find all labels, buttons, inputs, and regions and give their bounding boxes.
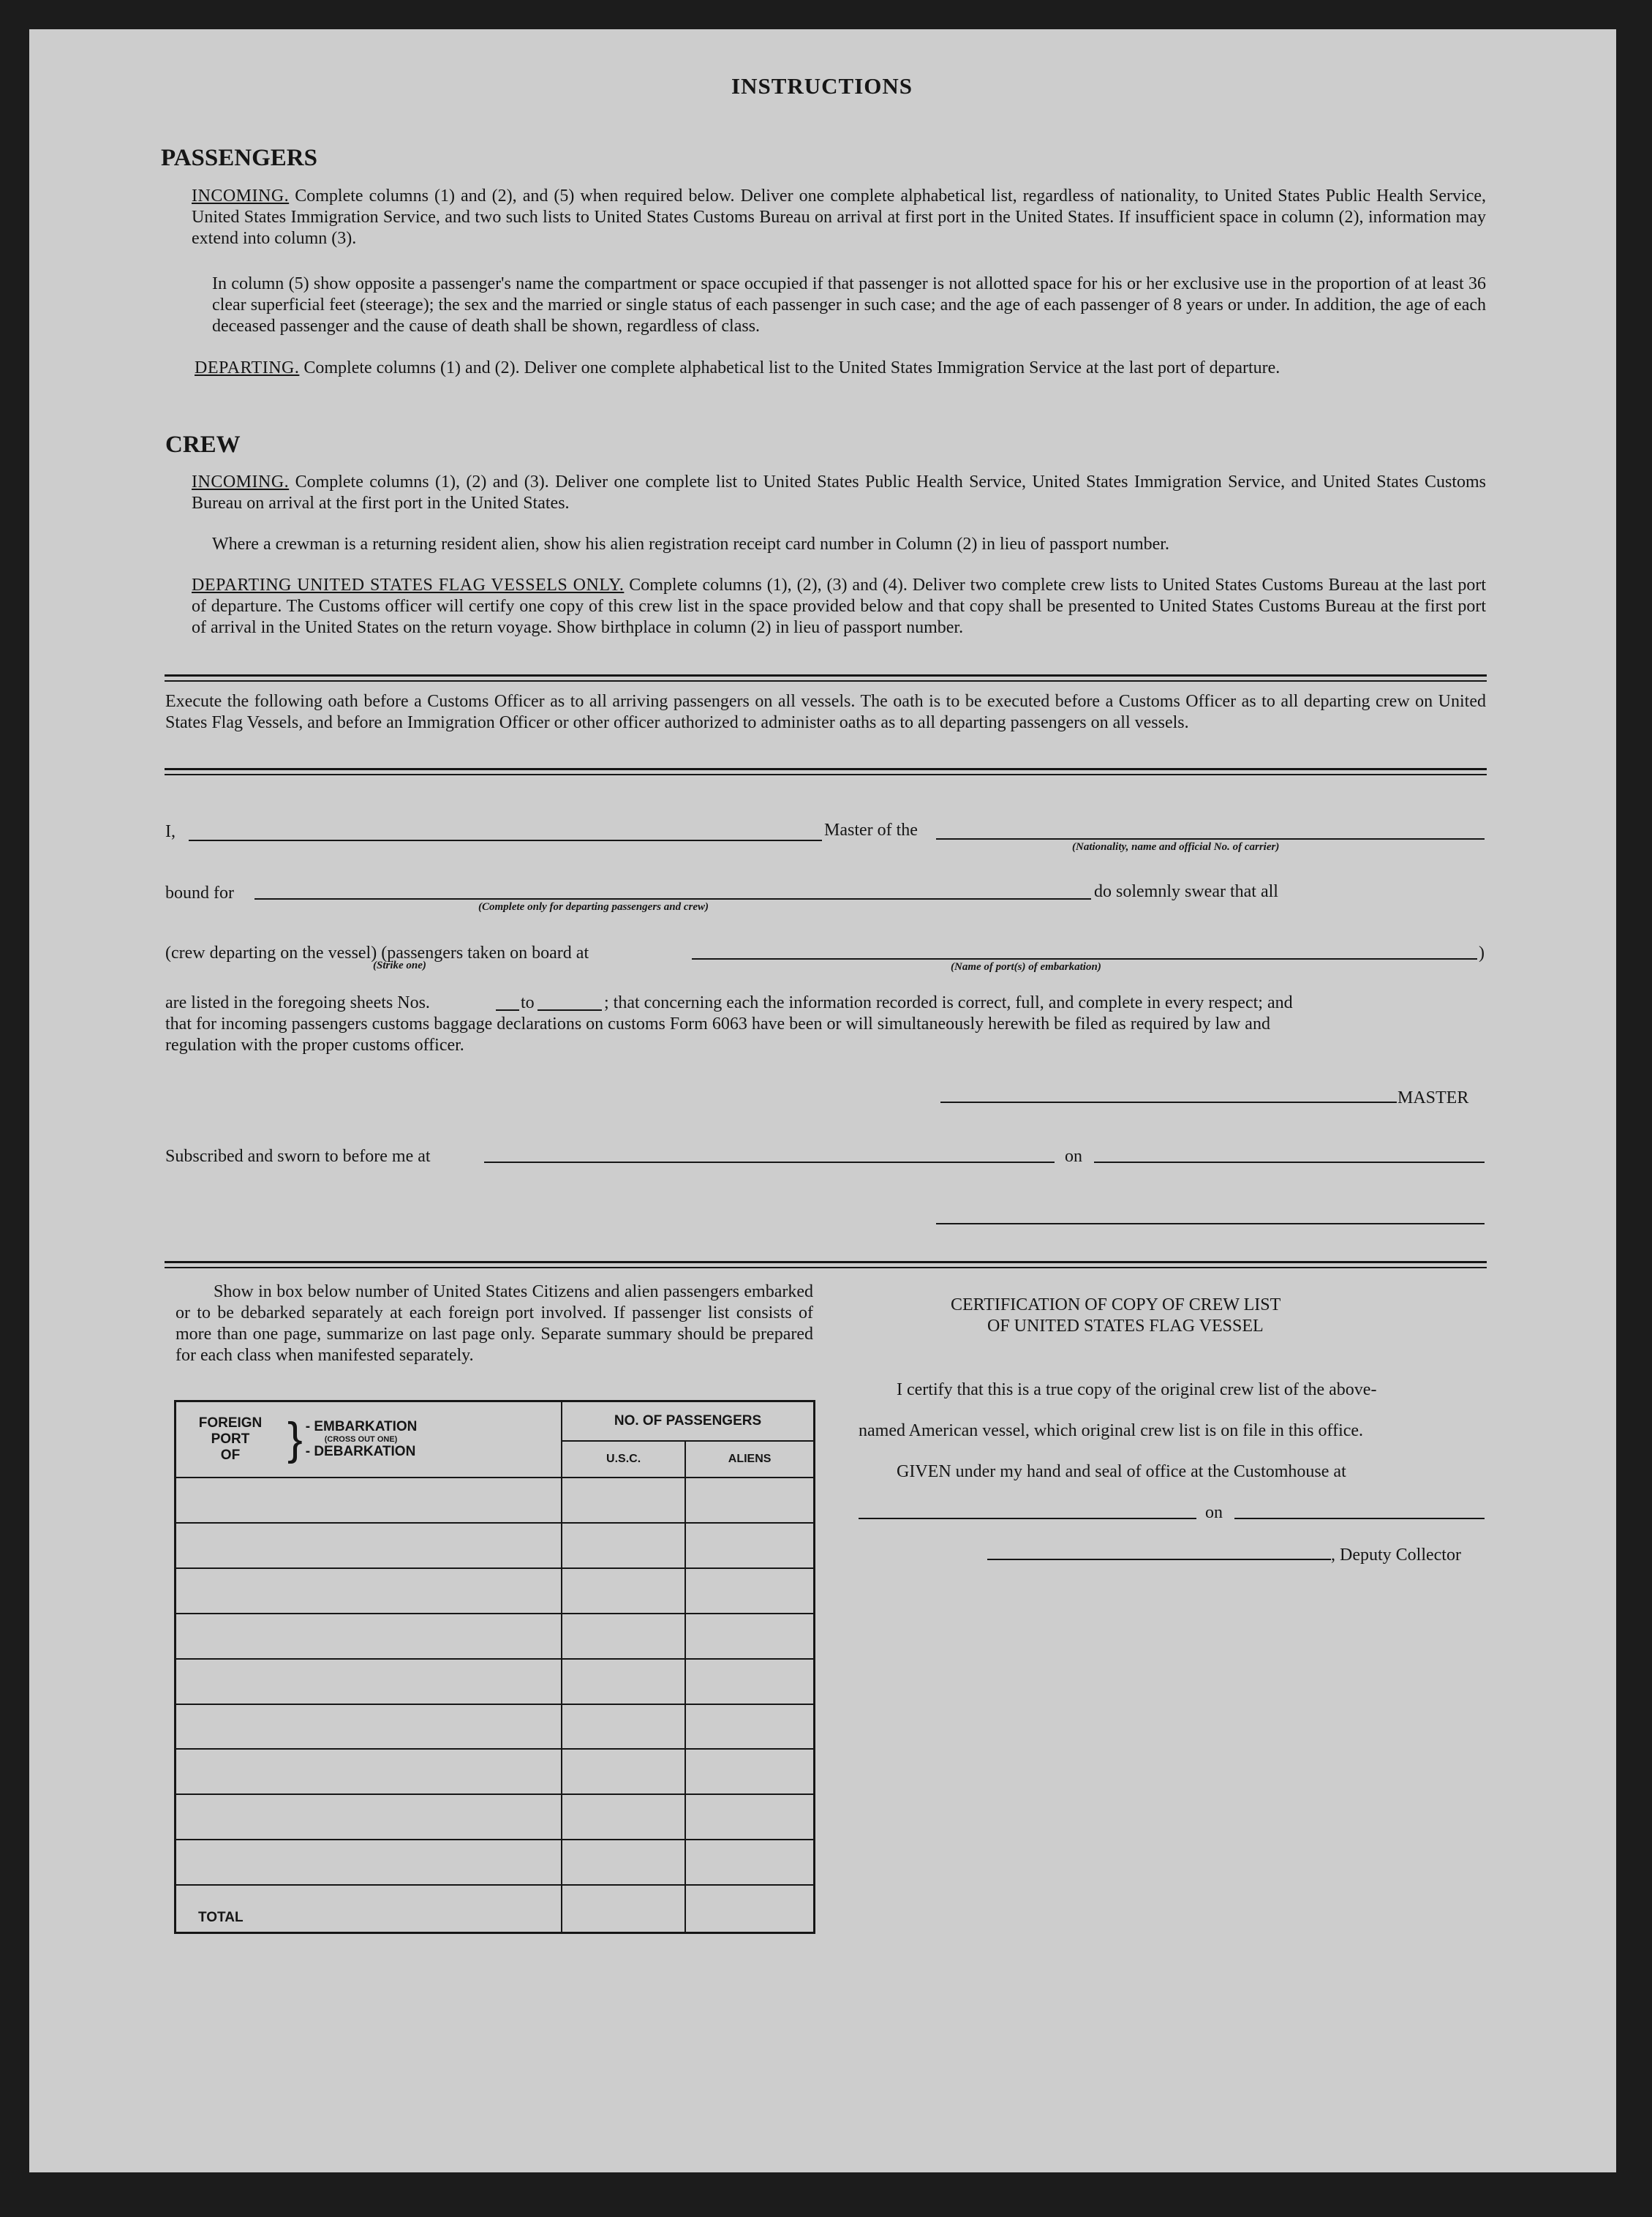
crew-heading: CREW (165, 432, 241, 458)
nationality-hint: (Nationality, name and official No. of carrier) (1072, 841, 1280, 853)
master-name-field[interactable] (189, 840, 822, 841)
oath-line2: that for incoming passengers customs baggage declarations on customs Form 6063 have been or will simultaneously herewith be filed as required by law and (165, 1015, 1270, 1034)
passenger-summary-table (174, 1400, 815, 1934)
table-row (176, 1478, 815, 1523)
page-title: INSTRUCTIONS (731, 73, 913, 99)
crew-incoming-label: INCOMING. (192, 473, 290, 492)
oath-i-label: I, (165, 822, 176, 841)
divider-rule (165, 774, 1487, 775)
col-port-line1: FOREIGN (198, 1415, 263, 1431)
passengers-incoming-label: INCOMING. (192, 187, 290, 206)
table-row (176, 1794, 815, 1840)
aliens-header: ALIENS (685, 1441, 814, 1478)
master-signature-field[interactable] (940, 1102, 1397, 1103)
divider-rule (165, 1261, 1487, 1263)
crew-departing-label: (crew departing on the vessel) (passengers taken on board at (165, 944, 589, 963)
deputy-signature-field[interactable] (987, 1559, 1331, 1560)
strike-one-hint: (Strike one) (373, 960, 426, 971)
master-of-the-label: Master of the (824, 821, 918, 840)
divider-rule (165, 1267, 1487, 1268)
swear-label: do solemnly swear that all (1094, 882, 1278, 901)
col-port-line2: PORT (211, 1431, 250, 1447)
no-of-passengers-header: NO. OF PASSENGERS (562, 1401, 815, 1441)
sheet-from-field[interactable] (496, 1009, 519, 1011)
brace-icon: } (287, 1413, 303, 1464)
bound-for-label: bound for (165, 884, 234, 903)
col-port-line3: OF (220, 1447, 241, 1463)
crew-departing-label: DEPARTING UNITED STATES FLAG VESSELS ONLY. (192, 576, 625, 595)
crew-departing-paragraph (192, 575, 1486, 639)
table-row (176, 1704, 815, 1750)
summary-intro: Show in box below number of United States Citizens and alien passengers embarked or to be debarked separately at each foreign port involved. If passenger list consists of more than one page, summarize on last page only. Separate summary should be prepared for each class when manifested separately. (176, 1282, 813, 1365)
to-label: to (521, 993, 535, 1012)
table-row (176, 1614, 815, 1659)
debarkation-label: - DEBARKATION (305, 1443, 416, 1459)
subscribed-label: Subscribed and sworn to before me at (165, 1147, 431, 1166)
passengers-departing-paragraph (195, 358, 1486, 379)
table-row (176, 1840, 815, 1885)
listed-rest: ; that concerning each the information recorded is correct, full, and complete in every respect; and (604, 993, 1293, 1012)
sworn-place-field[interactable] (484, 1162, 1055, 1163)
close-paren: ) (1479, 944, 1485, 963)
certification-title-1: CERTIFICATION OF COPY OF CREW LIST (951, 1295, 1281, 1314)
sworn-date-field[interactable] (1094, 1162, 1485, 1163)
table-row (176, 1523, 815, 1568)
port-hint: (Name of port(s) of embarkation) (951, 961, 1101, 973)
listed-in-label: are listed in the foregoing sheets Nos. (165, 993, 430, 1012)
crew-incoming-text: Complete columns (1), (2) and (3). Deliver one complete list to United States Public Health Service, United States Immigration Service, and United States Customs Bureau on arrival at the first port in the United States. (192, 473, 1486, 513)
divider-rule (165, 768, 1487, 770)
passengers-incoming-text: Complete columns (1) and (2), and (5) when required below. Deliver one complete alphabetical list, regardless of nationality, to United States Public Health Service, United States Immigration Service, and two such lists to United States Customs Bureau on arrival at first port in the United States. If insufficient space in column (2), information may extend into column (3). (192, 187, 1487, 248)
passengers-departing-label: DEPARTING. (195, 358, 300, 377)
departing-hint: (Complete only for departing passengers and crew) (478, 901, 709, 913)
sheet-to-field[interactable] (538, 1009, 602, 1011)
passengers-heading: PASSENGERS (161, 145, 317, 171)
bound-for-field[interactable] (254, 898, 1091, 900)
table-row (176, 1568, 815, 1614)
embarkation-label: - EMBARKATION (305, 1418, 418, 1434)
embarkation-port-field[interactable] (692, 958, 1477, 960)
passengers-departing-text: Complete columns (1) and (2). Deliver one complete alphabetical list to the United States Immigration Service at the last port of departure. (303, 358, 1281, 377)
carrier-field[interactable] (936, 838, 1485, 840)
cert-date-field[interactable] (1234, 1518, 1485, 1519)
crew-resident-paragraph: Where a crewman is a returning resident alien, show his alien registration receipt card number in Column (2) in lieu of passport number. (212, 535, 1169, 554)
divider-rule (165, 674, 1487, 677)
divider-rule (165, 680, 1487, 682)
usc-header: U.S.C. (562, 1441, 685, 1478)
passengers-column5-paragraph: In column (5) show opposite a passenger's name the compartment or space occupied if that passenger is not allotted space for his or her exclusive use in the proportion of at least 36 clear superficial feet (steerage); the sex and the married or single status of each passenger in such case; and the age of each passenger of 8 years or under. In addition, the age of each deceased passenger and the cause of death shall be shown, regardless of class. (212, 274, 1486, 336)
crew-incoming-paragraph (192, 472, 1486, 514)
port-header-cell (176, 1401, 562, 1478)
certification-title-2: OF UNITED STATES FLAG VESSEL (987, 1317, 1264, 1336)
deputy-collector-label: , Deputy Collector (1331, 1546, 1461, 1565)
officer-signature-field[interactable] (936, 1223, 1485, 1224)
passengers-incoming-paragraph (192, 186, 1486, 249)
oath-line3: regulation with the proper customs officer. (165, 1036, 464, 1055)
cert-on-label: on (1205, 1503, 1223, 1522)
total-label: TOTAL (198, 1910, 244, 1925)
customhouse-field[interactable] (859, 1518, 1196, 1519)
on-label: on (1065, 1147, 1082, 1166)
cross-out-hint: (CROSS OUT ONE) (324, 1434, 398, 1444)
certify-line2: named American vessel, which original crew list is on file in this office. (859, 1421, 1364, 1440)
oath-intro-paragraph: Execute the following oath before a Customs Officer as to all arriving passengers on all vessels. The oath is to be executed before a Customs Officer as to all departing crew on United States Flag Vessels, and before an Immigration Officer or other officer authorized to administer oaths as to all departing passengers on all vessels. (165, 692, 1486, 732)
given-line: GIVEN under my hand and seal of office at the Customhouse at (897, 1462, 1346, 1481)
crew-departing-text: Complete columns (1), (2), (3) and (4). Deliver two complete crew lists to United States Customs Bureau at the last port of departure. The Customs officer will certify one copy of this crew list in the space provided below and that copy shall be presented to United States Customs Bureau at the first port of arrival in the United States on the return voyage. Show birthplace in column (2) in lieu of passport number. (192, 576, 1487, 637)
table-row (176, 1749, 815, 1794)
certify-line1: I certify that this is a true copy of the original crew list of the above- (897, 1380, 1377, 1399)
total-row (176, 1885, 815, 1932)
master-label: MASTER (1398, 1088, 1469, 1107)
table-row (176, 1659, 815, 1704)
